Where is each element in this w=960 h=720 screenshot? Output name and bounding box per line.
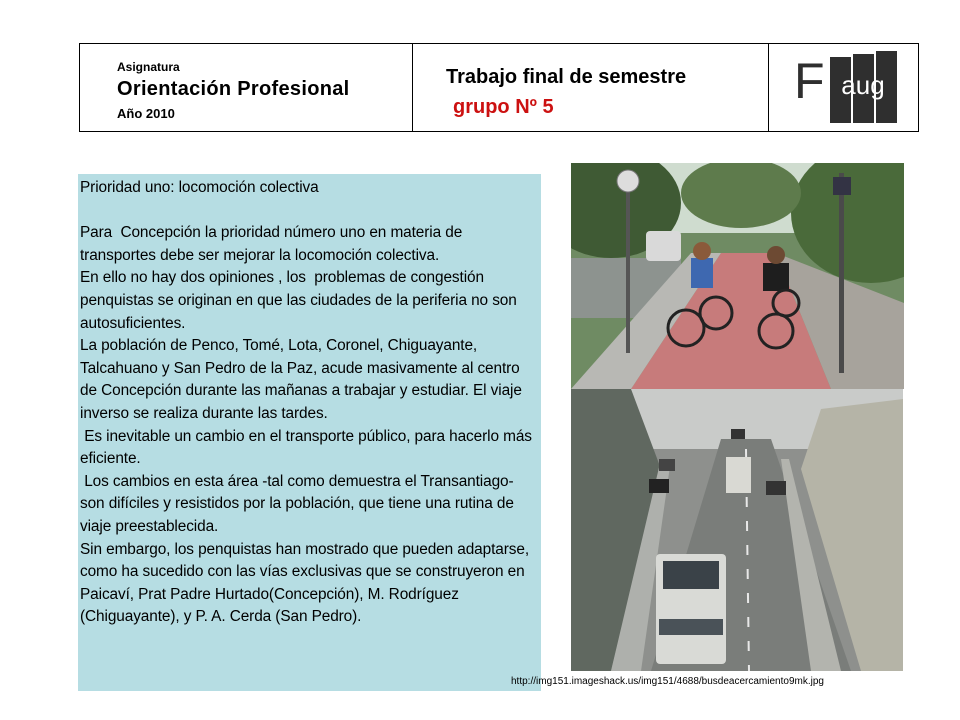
bus-road-photo	[571, 389, 903, 671]
bike-lane-photo	[571, 163, 904, 389]
course-name: Orientación Profesional	[117, 78, 350, 100]
course-label: Asignatura	[117, 60, 180, 74]
logo-cell	[769, 44, 919, 131]
course-year: Año 2010	[117, 106, 175, 121]
slide-header	[79, 43, 919, 132]
body-text: Prioridad uno: locomoción colectiva Para Concepción la prioridad número uno en materia de transportes debe ser mejorar la locomoción colectiva. En ello no hay dos opiniones , los problemas de congestión penquistas se originan en que las ciudades de la periferia no son autosuficientes. La población de Penco, Tomé, Lota, Coronel, Chiguayante, Talcahuano y San Pedro de la Paz, acude masivamente al centro de Concepción durante las mañanas a trabajar y estudiar. El viaje inverso se realiza durante las tardes. Es inevitable un cambio en el transporte público, para hacerlo más eficiente. Los cambios en esta área -tal como demuestra el Transantiago- son difíciles y resistidos por la población, que tiene una rutina de viaje preestablecida. Sin embargo, los penquistas han mostrado que pueden adaptarse, como ha sucedido con las vías exclusivas que se construyeron en Paicaví, Prat Padre Hurtado(Concepción), M. Rodríguez (Chiguayante), y P. A. Cerda (San Pedro).	[78, 174, 541, 691]
course-info-cell	[80, 44, 413, 131]
work-title: Trabajo final de semestre	[446, 66, 687, 88]
faug-logo	[793, 50, 905, 126]
image-source-url: http://img151.imageshack.us/img151/4688/busdeacercamiento9mk.jpg	[511, 676, 824, 687]
svg-text:aug: aug	[841, 70, 885, 100]
title-cell	[413, 44, 769, 131]
svg-text:F: F	[794, 53, 825, 109]
group-label: grupo Nº 5	[453, 96, 554, 118]
